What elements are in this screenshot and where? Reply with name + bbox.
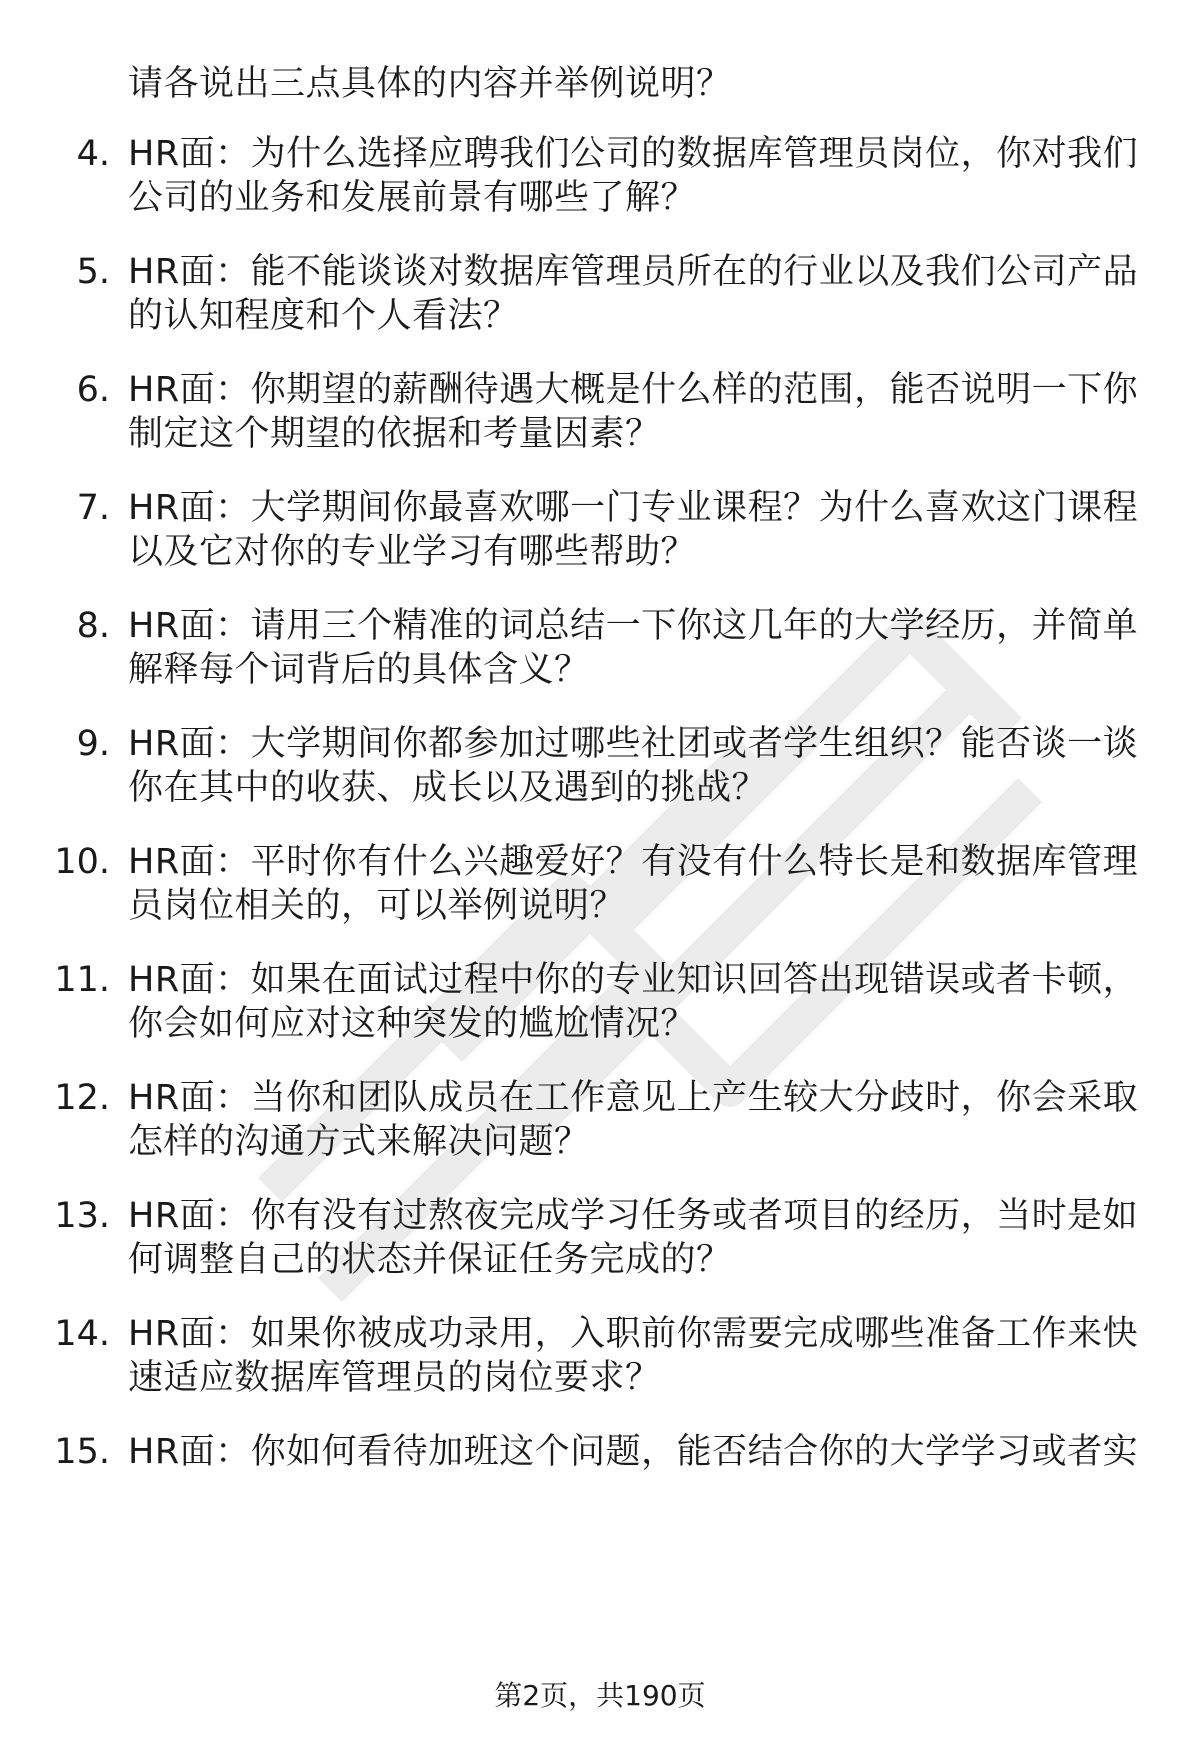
- question-text: 速适应数据库管理员的岗位要求？: [128, 1358, 661, 1398]
- question-number: 12.: [54, 1078, 110, 1118]
- question-text: HR面：平时你有什么兴趣爱好？有没有什么特长是和数据库管理: [128, 842, 1139, 882]
- question-text: 解释每个词背后的具体含义？: [128, 650, 590, 690]
- question-text: 以及它对你的专业学习有哪些帮助？: [128, 532, 697, 572]
- question-number: 8.: [76, 606, 110, 646]
- question-number: 9.: [76, 724, 110, 764]
- question-number: 15.: [54, 1432, 110, 1472]
- continuation-line: 请各说出三点具体的内容并举例说明？: [128, 64, 732, 104]
- question-text: 的认知程度和个人看法？: [128, 296, 519, 336]
- question-text: HR面：请用三个精准的词总结一下你这几年的大学经历，并简单: [128, 606, 1139, 646]
- question-text: HR面：为什么选择应聘我们公司的数据库管理员岗位，你对我们: [128, 134, 1139, 174]
- question-number: 5.: [76, 252, 110, 292]
- question-number: 13.: [54, 1196, 110, 1236]
- question-text: 公司的业务和发展前景有哪些了解？: [128, 178, 697, 218]
- question-text: 你在其中的收获、成长以及遇到的挑战？: [128, 768, 768, 808]
- question-number: 7.: [76, 488, 110, 528]
- question-number: 11.: [54, 960, 110, 1000]
- question-text: HR面：你如何看待加班这个问题，能否结合你的大学学习或者实: [128, 1432, 1139, 1472]
- question-text: HR面：当你和团队成员在工作意见上产生较大分歧时，你会采取: [128, 1078, 1139, 1118]
- question-number: 14.: [54, 1314, 110, 1354]
- question-text: 员岗位相关的，可以举例说明？: [128, 886, 626, 926]
- page-footer: 第2页，共190页: [494, 1679, 706, 1712]
- question-text: HR面：如果在面试过程中你的专业知识回答出现错误或者卡顿，: [128, 960, 1139, 1000]
- question-text: HR面：大学期间你都参加过哪些社团或者学生组织？能否谈一谈: [128, 724, 1139, 764]
- question-text: HR面：能不能谈谈对数据库管理员所在的行业以及我们公司产品: [128, 252, 1139, 292]
- question-number: 6.: [76, 370, 110, 410]
- question-text: HR面：如果你被成功录用，入职前你需要完成哪些准备工作来快: [128, 1314, 1139, 1354]
- question-number: 4.: [76, 134, 110, 174]
- question-text: HR面：你期望的薪酬待遇大概是什么样的范围，能否说明一下你: [128, 370, 1139, 410]
- question-number: 10.: [54, 842, 110, 882]
- question-text: HR面：你有没有过熬夜完成学习任务或者项目的经历，当时是如: [128, 1196, 1139, 1236]
- question-text: 何调整自己的状态并保证任务完成的？: [128, 1240, 732, 1280]
- question-text: 制定这个期望的依据和考量因素？: [128, 414, 661, 454]
- question-text: 你会如何应对这种突发的尴尬情况？: [128, 1004, 697, 1044]
- question-text: 怎样的沟通方式来解决问题？: [128, 1122, 590, 1162]
- question-text: HR面：大学期间你最喜欢哪一门专业课程？为什么喜欢这门课程: [128, 488, 1139, 528]
